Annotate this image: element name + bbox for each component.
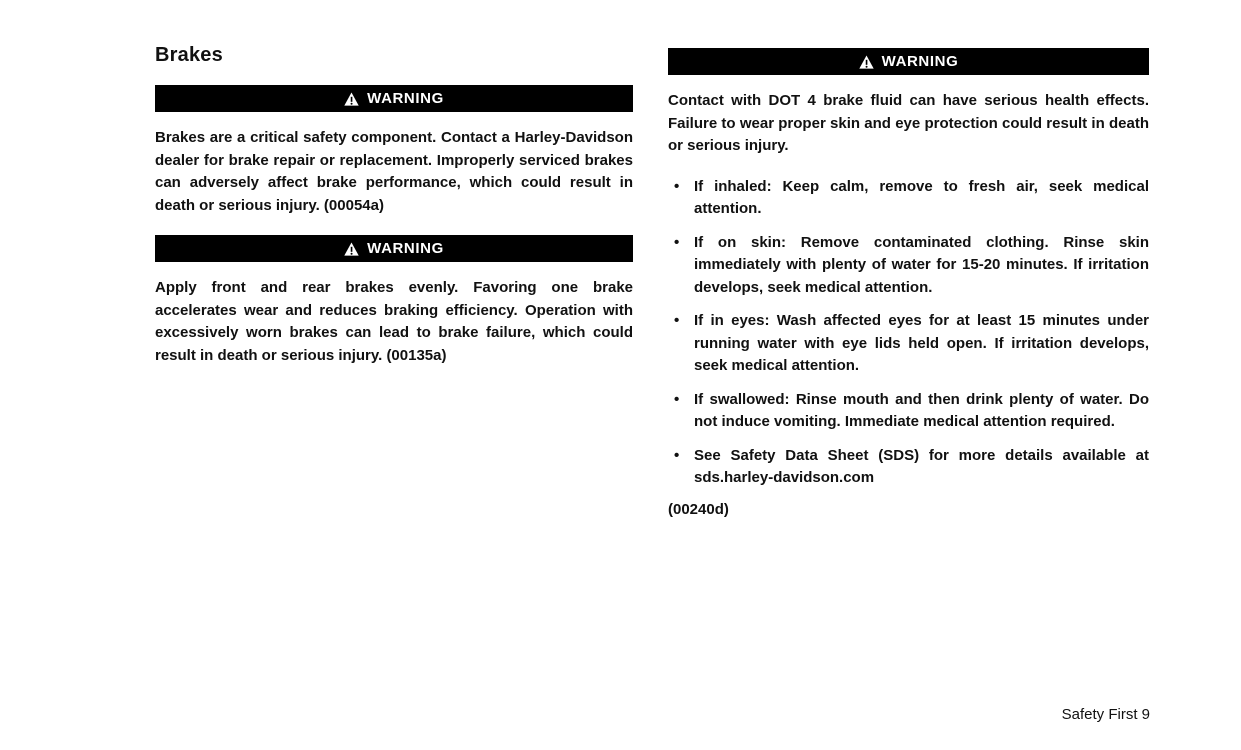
bullet-icon: •: [674, 390, 680, 408]
first-aid-list: [668, 176, 1149, 490]
list-item: [668, 310, 1149, 378]
warning-paragraph-brake-fluid: Contact with DOT 4 brake fluid can have serious health effects. Failure to wear proper skin and eye protection could result in death or serious injury.: [668, 92, 1149, 154]
warning-banner-2: [155, 235, 633, 262]
warning-banner-label: WARNING: [367, 240, 444, 257]
warning-banner-3: [668, 48, 1149, 75]
warning-banner-label: WARNING: [881, 53, 959, 70]
list-item-text: See Safety Data Sheet (SDS) for more details available at sds.harley-davidson.com: [694, 446, 1149, 486]
warning-banner-label: WARNING: [367, 90, 444, 107]
right-column: [668, 48, 1149, 518]
list-item-text: If in eyes: Wash affected eyes for at least 15 minutes under running water with eye lids held open. If irritation develops, seek medical attention.: [694, 312, 1149, 374]
page-footer: Safety First 9: [1061, 706, 1150, 723]
bullet-icon: •: [674, 312, 680, 329]
bullet-icon: •: [674, 233, 680, 251]
section-heading-brakes: Brakes: [155, 44, 223, 66]
left-column: [155, 44, 633, 385]
warning-code: (00240d): [668, 500, 729, 518]
warning-triangle-icon: [859, 55, 874, 69]
warning-paragraph-brake-service: Brakes are a critical safety component. Contact a Harley-Davidson dealer for brake repair or replacement. Improperly serviced brakes can adversely affect brake performance, which could result in death or serious injury. (00054a): [155, 129, 633, 214]
list-item: [668, 176, 1149, 221]
warning-paragraph-brake-wear: Apply front and rear brakes evenly. Favoring one brake accelerates wear and reduces braking efficiency. Operation with excessively worn brakes can lead to brake failure, which could result in death or serious injury. (00135a): [155, 279, 633, 364]
list-item: [668, 445, 1149, 490]
bullet-icon: •: [674, 446, 680, 464]
warning-triangle-icon: [344, 92, 359, 106]
list-item: [668, 232, 1149, 300]
warning-triangle-icon: [344, 242, 359, 256]
bullet-icon: •: [674, 177, 680, 195]
list-item: [668, 389, 1149, 434]
list-item-text: If inhaled: Keep calm, remove to fresh air, seek medical attention.: [694, 177, 1149, 217]
list-item-text: If swallowed: Rinse mouth and then drink plenty of water. Do not induce vomiting. Immediate medical attention required.: [694, 390, 1149, 430]
warning-banner-1: [155, 85, 633, 112]
list-item-text: If on skin: Remove contaminated clothing. Rinse skin immediately with plenty of water for 15-20 minutes. If irritation develops, seek medical attention.: [694, 233, 1149, 296]
